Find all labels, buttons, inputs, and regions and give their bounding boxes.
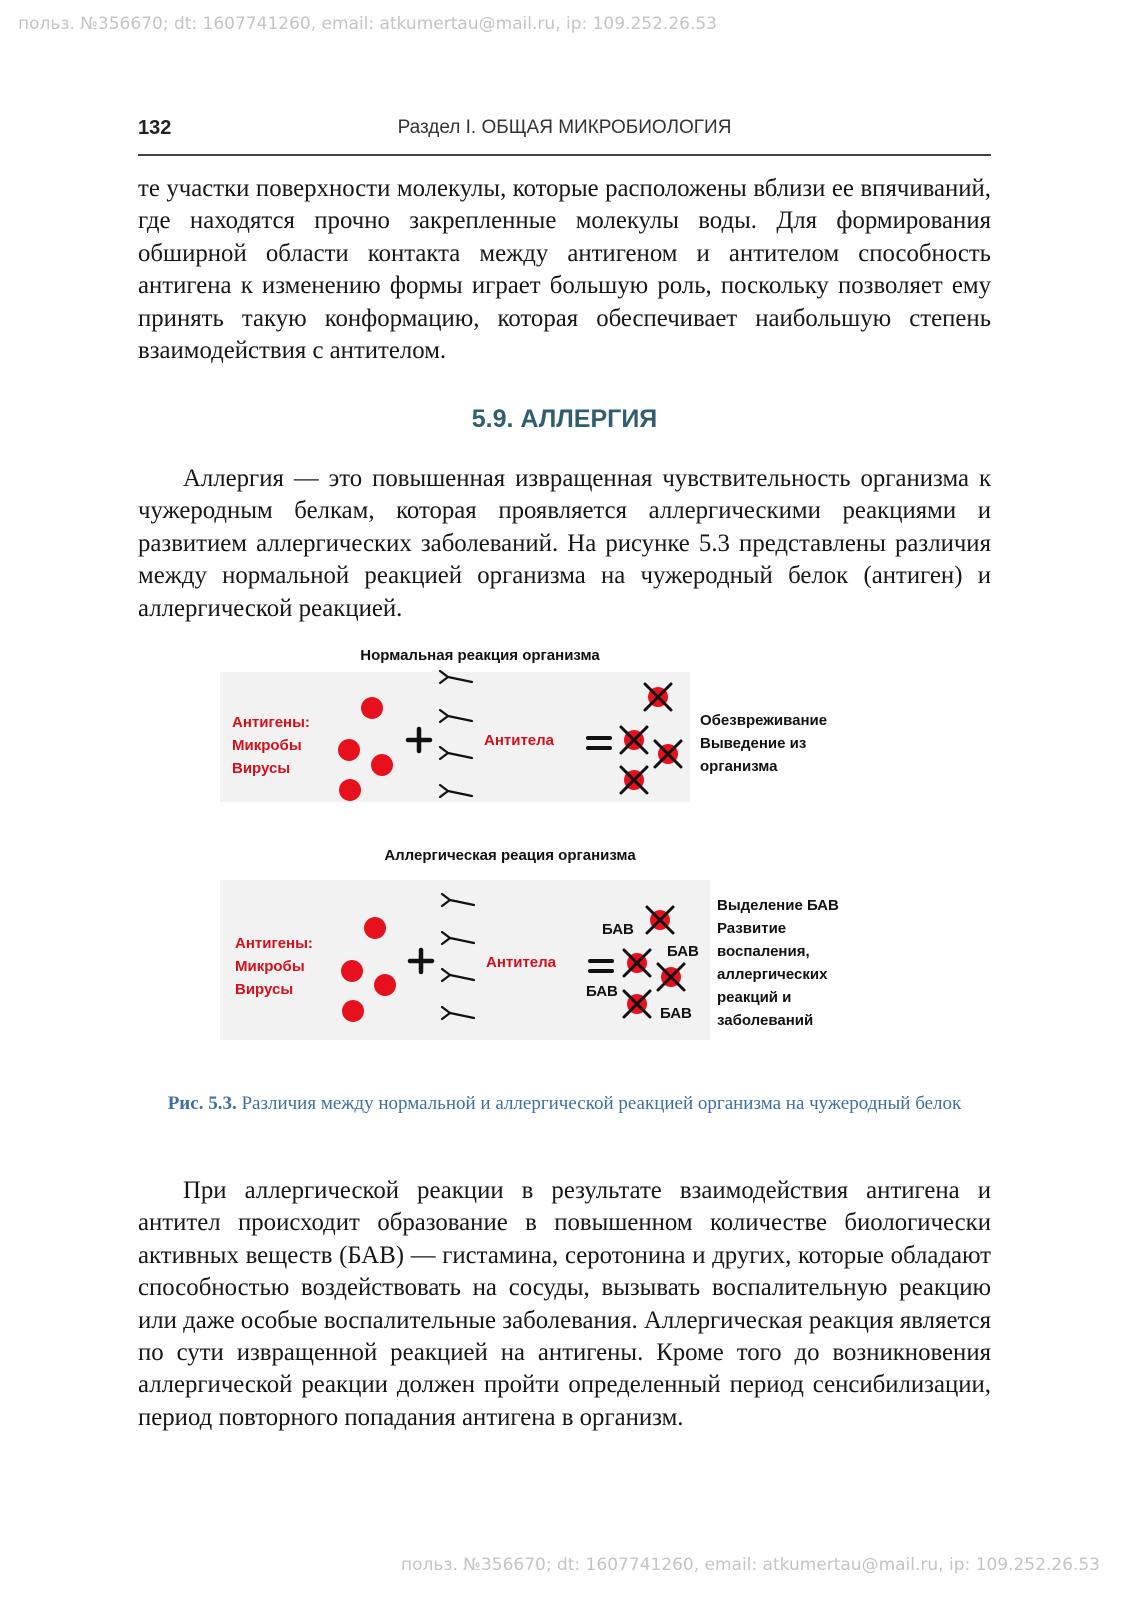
- watermark-bottom: польз. №356670; dt: 1607741260, email: atkumertau@mail.ru, ip: 109.252.26.53: [401, 1555, 1100, 1575]
- figure-allergic-antigen-label-2: Микробы: [235, 958, 305, 975]
- figure-allergic-result-6: заболеваний: [717, 1012, 814, 1029]
- bav-label: БАВ: [602, 921, 634, 938]
- figure-allergic-result-4: аллергических: [717, 966, 828, 983]
- figure-normal-result-1: Обезвреживание: [700, 712, 828, 729]
- figure-normal-antigen-label-2: Микробы: [232, 737, 302, 754]
- antigen-dot: [341, 960, 363, 982]
- antigen-dot: [364, 917, 386, 939]
- figure-normal-result-3: организма: [700, 758, 778, 775]
- figure-caption: [138, 1090, 991, 1117]
- figure-allergic-result-1: Выделение БАВ: [717, 897, 839, 914]
- watermark-top: польз. №356670; dt: 1607741260, email: atkumertau@mail.ru, ip: 109.252.26.53: [18, 14, 717, 34]
- antigen-dot: [339, 779, 361, 801]
- bav-label: БАВ: [667, 943, 699, 960]
- figure-allergy-diagram: [220, 630, 900, 1070]
- figure-allergic-title: Аллергическая реация организма: [384, 847, 636, 864]
- figure-normal-antigen-label-3: Вирусы: [232, 760, 291, 777]
- figure-allergic-antigen-label-3: Вирусы: [235, 981, 294, 998]
- figure-allergic-result-5: реакций и: [717, 989, 792, 1006]
- figure-normal-antibody-label: Антитела: [484, 732, 555, 749]
- antigen-dot: [342, 1000, 364, 1022]
- figure-allergic-result-2: Развитие: [717, 920, 787, 937]
- paragraph-allergic-reaction: При аллергической реакции в результате взаимодействия антигена и антител происходит образование в повышенном количестве биологически активных веществ (БАВ) — гистамина, серотонина и других, которые обладают способностью воздействовать на сосуды, вызывать воспалительную реакцию или даже особые воспалительные заболевания. Аллергическая реакция является по сути извращенной реакцией на антигены. Кроме того до возникновения аллергической реакции должен пройти определенный период сенсибилизации, период повторного попадания антигена в организм.: [138, 1177, 991, 1431]
- figure-normal-title: Нормальная реакция организма: [360, 647, 600, 664]
- antigen-dot: [338, 739, 360, 761]
- paragraph-intro: те участки поверхности молекулы, которые расположены вблизи ее впячиваний, где находятся прочно закрепленные молекулы воды. Для формирования обширной области контакта между антигеном и антителом способность антигена к изменению формы играет большую роль, поскольку позволяет ему принять такую конформацию, которая обеспечивает наибольшую степень взаимодействия с антителом.: [138, 175, 991, 365]
- figure-caption-label: Рис. 5.3.: [167, 1093, 237, 1114]
- page-header: [138, 114, 991, 156]
- antigen-dot: [361, 697, 383, 719]
- page-number: 132: [138, 117, 172, 139]
- figure-allergic-antibody-label: Антитела: [486, 954, 557, 971]
- bav-label: БАВ: [586, 983, 618, 1000]
- running-title: Раздел I. ОБЩАЯ МИКРОБИОЛОГИЯ: [397, 117, 732, 138]
- paragraph-allergy-definition: Аллергия — это повышенная извращенная чувствительность организма к чужеродным белкам, которая проявляется аллергическими реакциями и развитием аллергических заболеваний. На рисунке 5.3 представлены различия между нормальной реакцией организма на чужеродный белок (антиген) и аллергической реакцией.: [138, 465, 991, 622]
- bav-label: БАВ: [660, 1005, 692, 1022]
- figure-allergic-result-3: воспаления,: [717, 943, 810, 960]
- figure-allergic-antigen-label-1: Антигены:: [235, 935, 313, 952]
- antigen-dot: [374, 974, 396, 996]
- figure-normal-antigen-label-1: Антигены:: [232, 714, 310, 731]
- figure-normal-result-2: Выведение из: [700, 735, 807, 752]
- antigen-dot: [371, 754, 393, 776]
- figure-caption-text: Различия между нормальной и аллергической реакцией организма на чужеродный белок: [241, 1093, 962, 1114]
- section-heading: 5.9. АЛЛЕРГИЯ: [471, 405, 658, 433]
